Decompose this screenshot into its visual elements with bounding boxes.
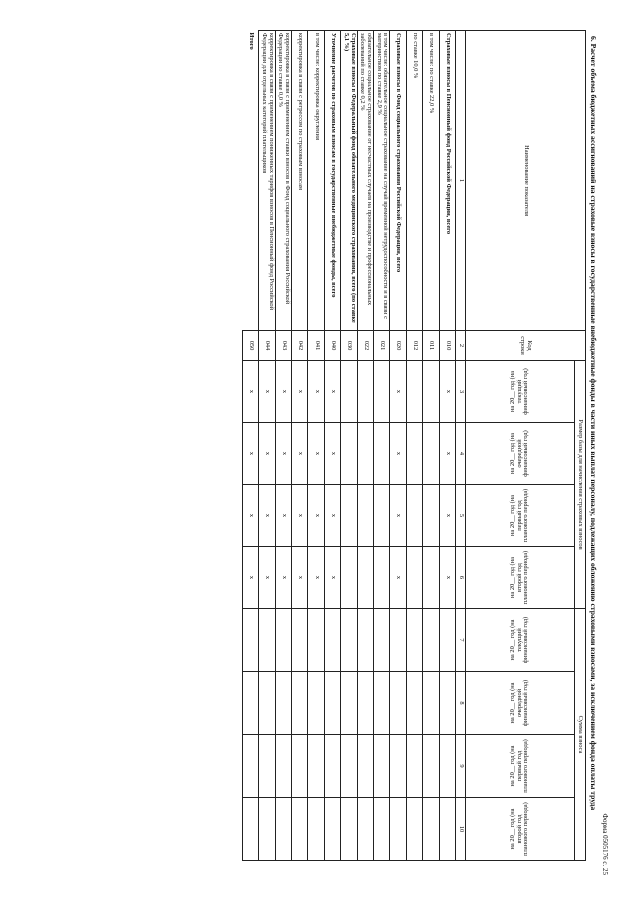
value-cell <box>357 485 373 547</box>
header-base-group: Размер базы для начисления страховых взносов <box>575 361 586 609</box>
row-label: по ставке 10,0 % <box>406 31 422 331</box>
header-sum-group: Сумма взноса <box>575 609 586 861</box>
value-cell <box>390 735 406 798</box>
column-number: 3 <box>456 361 466 423</box>
column-number: 9 <box>456 735 466 798</box>
value-cell: x <box>275 361 291 423</box>
value-cell: x <box>324 485 340 547</box>
value-cell <box>341 423 357 485</box>
value-cell: x <box>439 485 455 547</box>
value-cell <box>308 609 324 672</box>
value-cell: x <box>390 361 406 423</box>
value-cell <box>423 735 439 798</box>
row-label: обязательное социальное страхование от несчастных случаев на производстве и профессиональных заболеваний по ставке 0,2 % <box>357 31 373 331</box>
value-cell: x <box>259 485 275 547</box>
row-code: 021 <box>374 331 390 361</box>
header-period: на 20__ год (на текущий финансовый год) <box>466 609 575 672</box>
value-cell <box>439 798 455 861</box>
header-period: на 20__ год (на первый год планового периода) <box>466 485 575 547</box>
value-cell <box>406 735 422 798</box>
value-cell <box>341 485 357 547</box>
calculation-table <box>242 30 586 861</box>
value-cell <box>341 609 357 672</box>
value-cell <box>324 609 340 672</box>
value-cell <box>324 798 340 861</box>
header-period: на 20__ год (на текущий финансовый год) <box>466 361 575 423</box>
value-cell <box>275 609 291 672</box>
row-label: корректировка в связи с применением ставки взносов в Фонд социального страхования Российской Федерации по ставке 0,0 % <box>275 31 291 331</box>
value-cell <box>292 735 308 798</box>
value-cell <box>374 361 390 423</box>
value-cell <box>275 672 291 735</box>
row-code: 042 <box>292 331 308 361</box>
value-cell: x <box>292 423 308 485</box>
value-cell: x <box>242 423 258 485</box>
value-cell: x <box>292 547 308 609</box>
value-cell: x <box>439 423 455 485</box>
row-label: корректировка в связи с регрессом по страховым взносам <box>292 31 308 331</box>
value-cell <box>242 672 258 735</box>
value-cell <box>374 423 390 485</box>
value-cell <box>374 485 390 547</box>
table-row <box>275 31 291 861</box>
value-cell: x <box>259 547 275 609</box>
column-number: 6 <box>456 547 466 609</box>
value-cell: x <box>242 361 258 423</box>
value-cell <box>406 609 422 672</box>
value-cell <box>357 798 373 861</box>
value-cell <box>357 423 373 485</box>
table-row <box>324 31 340 861</box>
table-row <box>292 31 308 861</box>
value-cell: x <box>242 547 258 609</box>
header-period: на 20__ год (на второй год планового периода) <box>466 798 575 861</box>
value-cell <box>292 609 308 672</box>
table-body <box>242 31 455 861</box>
column-number: 2 <box>456 331 466 361</box>
column-number: 5 <box>456 485 466 547</box>
value-cell: x <box>308 423 324 485</box>
column-number: 4 <box>456 423 466 485</box>
value-cell <box>341 361 357 423</box>
row-label: корректировка в связи с применением пониженных тарифов взносов в Пенсионный фонд Российской Федерации для отдельных категорий плательщиков <box>259 31 275 331</box>
value-cell <box>406 361 422 423</box>
value-cell <box>341 547 357 609</box>
header-period: на 20__ год (на первый год планового периода) <box>466 735 575 798</box>
value-cell <box>423 672 439 735</box>
value-cell: x <box>324 361 340 423</box>
value-cell: x <box>308 547 324 609</box>
row-label: в том числе: обязательное социальное страхование на случай временной нетрудоспособности и в связи с материнством по ставке 2,9 % <box>374 31 390 331</box>
value-cell <box>406 798 422 861</box>
value-cell <box>308 735 324 798</box>
value-cell <box>292 672 308 735</box>
row-code: 012 <box>406 331 422 361</box>
table-row <box>357 31 373 861</box>
value-cell <box>308 672 324 735</box>
value-cell: x <box>275 547 291 609</box>
value-cell <box>423 423 439 485</box>
row-code: 030 <box>341 331 357 361</box>
table-row <box>390 31 406 861</box>
value-cell <box>357 735 373 798</box>
value-cell <box>357 361 373 423</box>
value-cell <box>275 735 291 798</box>
value-cell <box>423 547 439 609</box>
value-cell <box>308 798 324 861</box>
value-cell: x <box>324 423 340 485</box>
header-period: на 20__ год (на очередной финансовый год) <box>466 423 575 485</box>
value-cell: x <box>439 361 455 423</box>
value-cell <box>341 735 357 798</box>
value-cell <box>374 735 390 798</box>
value-cell <box>242 735 258 798</box>
value-cell: x <box>275 423 291 485</box>
row-code: 041 <box>308 331 324 361</box>
value-cell: x <box>308 485 324 547</box>
row-label: Страховые взносы в Фонд социального страхования Российской Федерации, всего <box>390 31 406 331</box>
table-row <box>308 31 324 861</box>
column-number-row <box>456 31 466 861</box>
value-cell: x <box>390 485 406 547</box>
value-cell <box>423 361 439 423</box>
value-cell: x <box>259 423 275 485</box>
value-cell <box>374 609 390 672</box>
value-cell <box>259 609 275 672</box>
value-cell <box>357 672 373 735</box>
row-label: в том числе: по ставке 22,0 % <box>423 31 439 331</box>
header-code: Код строки <box>466 331 586 361</box>
value-cell <box>275 798 291 861</box>
row-code: 011 <box>423 331 439 361</box>
value-cell <box>324 735 340 798</box>
total-label: Итого <box>247 32 255 50</box>
value-cell <box>374 798 390 861</box>
value-cell <box>439 735 455 798</box>
value-cell <box>406 485 422 547</box>
value-cell <box>374 672 390 735</box>
table-row <box>423 31 439 861</box>
value-cell <box>406 423 422 485</box>
header-indicator: Наименование показателя <box>466 31 586 331</box>
table-row <box>439 31 455 861</box>
value-cell: x <box>390 547 406 609</box>
value-cell <box>259 798 275 861</box>
section-title: 6. Расчет объема бюджетных ассигнований на страховые взносы в государственные внебюджетные фонды в части иных выплат персоналу, подлежащих обложению страховыми взносами, за исключением фонда оплаты труда <box>589 36 598 811</box>
form-code: Форма 0505176 с. 25 <box>601 813 609 875</box>
value-cell <box>406 547 422 609</box>
row-code: 044 <box>259 331 275 361</box>
value-cell: x <box>242 485 258 547</box>
column-number: 1 <box>456 31 466 331</box>
value-cell <box>374 547 390 609</box>
value-cell: x <box>324 547 340 609</box>
value-cell <box>242 798 258 861</box>
row-label: Уточнение расчетов по страховым взносам в государственные внебюджетные фонды, всего <box>324 31 340 331</box>
value-cell <box>357 547 373 609</box>
row-label: в том числе: корректировка округления <box>308 31 324 331</box>
value-cell <box>341 672 357 735</box>
value-cell: x <box>308 361 324 423</box>
value-cell <box>423 798 439 861</box>
row-code: 043 <box>275 331 291 361</box>
row-label: Страховые взносы в Пенсионный фонд Российской Федерации, всего <box>439 31 455 331</box>
value-cell <box>423 485 439 547</box>
value-cell <box>390 609 406 672</box>
value-cell: x <box>390 423 406 485</box>
value-cell <box>423 609 439 672</box>
table-row <box>259 31 275 861</box>
column-number: 7 <box>456 609 466 672</box>
row-code: 040 <box>324 331 340 361</box>
row-code: 010 <box>439 331 455 361</box>
table-row <box>374 31 390 861</box>
row-label: Страховые взносы в Федеральный фонд обязательного медицинского страхования, всего (по ставке 5,1 %) <box>341 31 357 331</box>
header-row-groups <box>575 31 586 861</box>
table-row <box>242 31 258 861</box>
value-cell <box>439 609 455 672</box>
value-cell <box>259 672 275 735</box>
table-row <box>406 31 422 861</box>
column-number: 8 <box>456 672 466 735</box>
column-number: 10 <box>456 798 466 861</box>
table-row <box>341 31 357 861</box>
value-cell: x <box>439 547 455 609</box>
value-cell: x <box>275 485 291 547</box>
row-code: 050 <box>242 331 258 361</box>
value-cell <box>341 798 357 861</box>
value-cell: x <box>259 361 275 423</box>
value-cell <box>324 672 340 735</box>
value-cell <box>439 672 455 735</box>
value-cell <box>406 672 422 735</box>
value-cell <box>259 735 275 798</box>
value-cell: x <box>292 485 308 547</box>
header-period: на 20__ год (на второй год планового периода) <box>466 547 575 609</box>
row-code: 020 <box>390 331 406 361</box>
value-cell <box>242 609 258 672</box>
value-cell <box>292 798 308 861</box>
header-period: на 20__ год (на очередной финансовый год) <box>466 672 575 735</box>
value-cell <box>357 609 373 672</box>
value-cell: x <box>292 361 308 423</box>
value-cell <box>390 798 406 861</box>
value-cell <box>390 672 406 735</box>
row-code: 022 <box>357 331 373 361</box>
